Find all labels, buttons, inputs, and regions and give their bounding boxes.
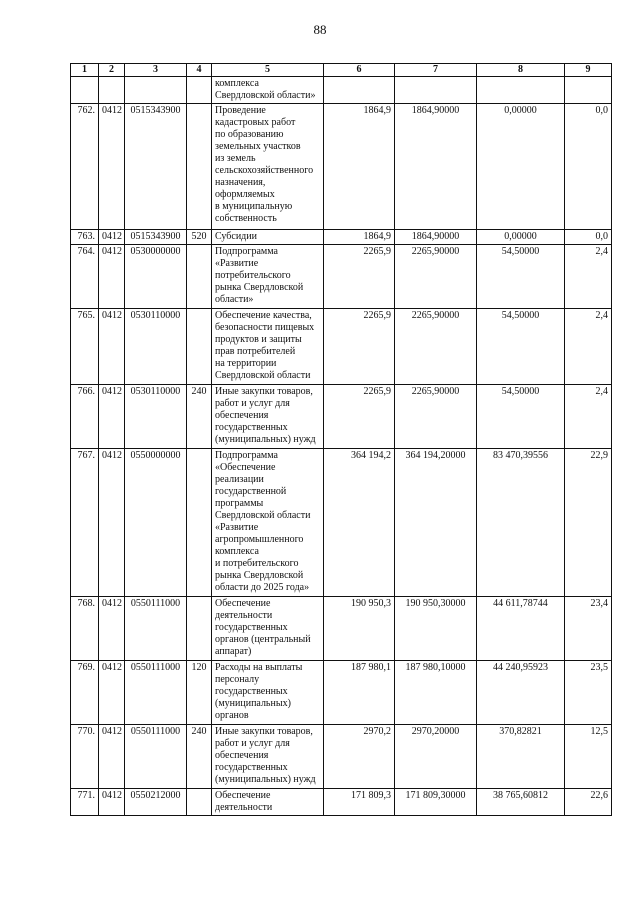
expense-type-cell xyxy=(187,789,212,816)
executed-amount-cell: 0,00000 xyxy=(477,230,565,245)
percent-executed-cell: 12,5 xyxy=(565,725,612,789)
table-row xyxy=(71,725,612,789)
expense-type-cell xyxy=(187,597,212,661)
planned-amount-cell: 2265,9 xyxy=(324,309,395,385)
executed-amount-cell xyxy=(477,77,565,104)
item-name-cell: комплекса Свердловской области» xyxy=(212,77,324,104)
expense-type-cell xyxy=(187,449,212,597)
row-number-cell: 769. xyxy=(71,661,99,725)
row-number-cell: 770. xyxy=(71,725,99,789)
row-number-cell: 767. xyxy=(71,449,99,597)
column-header-6: 6 xyxy=(324,64,395,77)
item-name-cell: Обеспечение качества, безопасности пищевых продуктов и защиты прав потребителей на территории Свердловской области xyxy=(212,309,324,385)
row-number-cell: 771. xyxy=(71,789,99,816)
item-name-cell: Субсидии xyxy=(212,230,324,245)
expense-type-cell: 520 xyxy=(187,230,212,245)
target-code-cell: 0530110000 xyxy=(125,309,187,385)
column-header-7: 7 xyxy=(395,64,477,77)
item-name-cell: Подпрограмма «Обеспечение реализации государственной программы Свердловской области «Развитие агропромышленного комплекса и потребительского рынка Свердловской области до 2025 года» xyxy=(212,449,324,597)
target-code-cell: 0550212000 xyxy=(125,789,187,816)
table-row xyxy=(71,449,612,597)
table-row xyxy=(71,661,612,725)
percent-executed-cell: 0,0 xyxy=(565,104,612,230)
planned-amount-cell: 1864,9 xyxy=(324,104,395,230)
item-name-cell: Обеспечение деятельности государственных органов (центральный аппарат) xyxy=(212,597,324,661)
planned-amount-cell: 187 980,1 xyxy=(324,661,395,725)
expense-type-cell: 240 xyxy=(187,725,212,789)
approved-amount-cell: 187 980,10000 xyxy=(395,661,477,725)
executed-amount-cell: 370,82821 xyxy=(477,725,565,789)
approved-amount-cell: 2265,90000 xyxy=(395,245,477,309)
executed-amount-cell: 54,50000 xyxy=(477,385,565,449)
section-code-cell: 0412 xyxy=(99,245,125,309)
column-header-9: 9 xyxy=(565,64,612,77)
approved-amount-cell: 190 950,30000 xyxy=(395,597,477,661)
item-name-cell: Иные закупки товаров, работ и услуг для обеспечения государственных (муниципальных) нужд xyxy=(212,385,324,449)
executed-amount-cell: 0,00000 xyxy=(477,104,565,230)
planned-amount-cell: 2970,2 xyxy=(324,725,395,789)
budget-table xyxy=(70,63,612,816)
item-name-cell: Иные закупки товаров, работ и услуг для обеспечения государственных (муниципальных) нужд xyxy=(212,725,324,789)
approved-amount-cell: 2265,90000 xyxy=(395,385,477,449)
planned-amount-cell: 190 950,3 xyxy=(324,597,395,661)
executed-amount-cell: 38 765,60812 xyxy=(477,789,565,816)
approved-amount-cell: 1864,90000 xyxy=(395,104,477,230)
percent-executed-cell: 2,4 xyxy=(565,309,612,385)
section-code-cell: 0412 xyxy=(99,309,125,385)
column-header-8: 8 xyxy=(477,64,565,77)
executed-amount-cell: 54,50000 xyxy=(477,245,565,309)
target-code-cell: 0550000000 xyxy=(125,449,187,597)
row-number-cell: 765. xyxy=(71,309,99,385)
column-header-3: 3 xyxy=(125,64,187,77)
planned-amount-cell: 2265,9 xyxy=(324,385,395,449)
target-code-cell: 0515343900 xyxy=(125,104,187,230)
expense-type-cell: 120 xyxy=(187,661,212,725)
section-code-cell: 0412 xyxy=(99,385,125,449)
section-code-cell: 0412 xyxy=(99,104,125,230)
section-code-cell xyxy=(99,77,125,104)
approved-amount-cell: 2970,20000 xyxy=(395,725,477,789)
target-code-cell: 0530000000 xyxy=(125,245,187,309)
column-header-4: 4 xyxy=(187,64,212,77)
table-row xyxy=(71,385,612,449)
percent-executed-cell: 23,4 xyxy=(565,597,612,661)
section-code-cell: 0412 xyxy=(99,789,125,816)
expense-type-cell xyxy=(187,245,212,309)
percent-executed-cell: 2,4 xyxy=(565,245,612,309)
percent-executed-cell: 2,4 xyxy=(565,385,612,449)
planned-amount-cell: 2265,9 xyxy=(324,245,395,309)
approved-amount-cell: 1864,90000 xyxy=(395,230,477,245)
table-row xyxy=(71,77,612,104)
row-number-cell: 766. xyxy=(71,385,99,449)
percent-executed-cell: 22,9 xyxy=(565,449,612,597)
item-name-cell: Подпрограмма «Развитие потребительского рынка Свердловской области» xyxy=(212,245,324,309)
target-code-cell: 0530110000 xyxy=(125,385,187,449)
row-number-cell: 762. xyxy=(71,104,99,230)
item-name-cell: Расходы на выплаты персоналу государственных (муниципальных) органов xyxy=(212,661,324,725)
column-header-2: 2 xyxy=(99,64,125,77)
expense-type-cell xyxy=(187,104,212,230)
approved-amount-cell: 2265,90000 xyxy=(395,309,477,385)
percent-executed-cell: 23,5 xyxy=(565,661,612,725)
target-code-cell: 0550111000 xyxy=(125,597,187,661)
percent-executed-cell xyxy=(565,77,612,104)
table-row xyxy=(71,309,612,385)
executed-amount-cell: 44 611,78744 xyxy=(477,597,565,661)
target-code-cell: 0515343900 xyxy=(125,230,187,245)
percent-executed-cell: 22,6 xyxy=(565,789,612,816)
row-number-cell: 764. xyxy=(71,245,99,309)
item-name-cell: Проведение кадастровых работ по образованию земельных участков из земель сельскохозяйственного назначения, оформляемых в муниципальную собственность xyxy=(212,104,324,230)
percent-executed-cell: 0,0 xyxy=(565,230,612,245)
target-code-cell xyxy=(125,77,187,104)
column-header-5: 5 xyxy=(212,64,324,77)
section-code-cell: 0412 xyxy=(99,725,125,789)
page-number: 88 xyxy=(313,22,327,37)
planned-amount-cell: 171 809,3 xyxy=(324,789,395,816)
table-row xyxy=(71,104,612,230)
approved-amount-cell: 171 809,30000 xyxy=(395,789,477,816)
table-row xyxy=(71,245,612,309)
planned-amount-cell xyxy=(324,77,395,104)
planned-amount-cell: 364 194,2 xyxy=(324,449,395,597)
executed-amount-cell: 54,50000 xyxy=(477,309,565,385)
expense-type-cell: 240 xyxy=(187,385,212,449)
target-code-cell: 0550111000 xyxy=(125,661,187,725)
item-name-cell: Обеспечение деятельности xyxy=(212,789,324,816)
table-row xyxy=(71,597,612,661)
expense-type-cell xyxy=(187,309,212,385)
table-row xyxy=(71,789,612,816)
approved-amount-cell xyxy=(395,77,477,104)
table-body xyxy=(71,77,612,816)
row-number-cell: 763. xyxy=(71,230,99,245)
executed-amount-cell: 44 240,95923 xyxy=(477,661,565,725)
section-code-cell: 0412 xyxy=(99,449,125,597)
approved-amount-cell: 364 194,20000 xyxy=(395,449,477,597)
section-code-cell: 0412 xyxy=(99,230,125,245)
row-number-cell xyxy=(71,77,99,104)
section-code-cell: 0412 xyxy=(99,661,125,725)
executed-amount-cell: 83 470,39556 xyxy=(477,449,565,597)
column-header-1: 1 xyxy=(71,64,99,77)
table-header-row xyxy=(71,64,612,77)
target-code-cell: 0550111000 xyxy=(125,725,187,789)
planned-amount-cell: 1864,9 xyxy=(324,230,395,245)
expense-type-cell xyxy=(187,77,212,104)
table-row xyxy=(71,230,612,245)
section-code-cell: 0412 xyxy=(99,597,125,661)
row-number-cell: 768. xyxy=(71,597,99,661)
